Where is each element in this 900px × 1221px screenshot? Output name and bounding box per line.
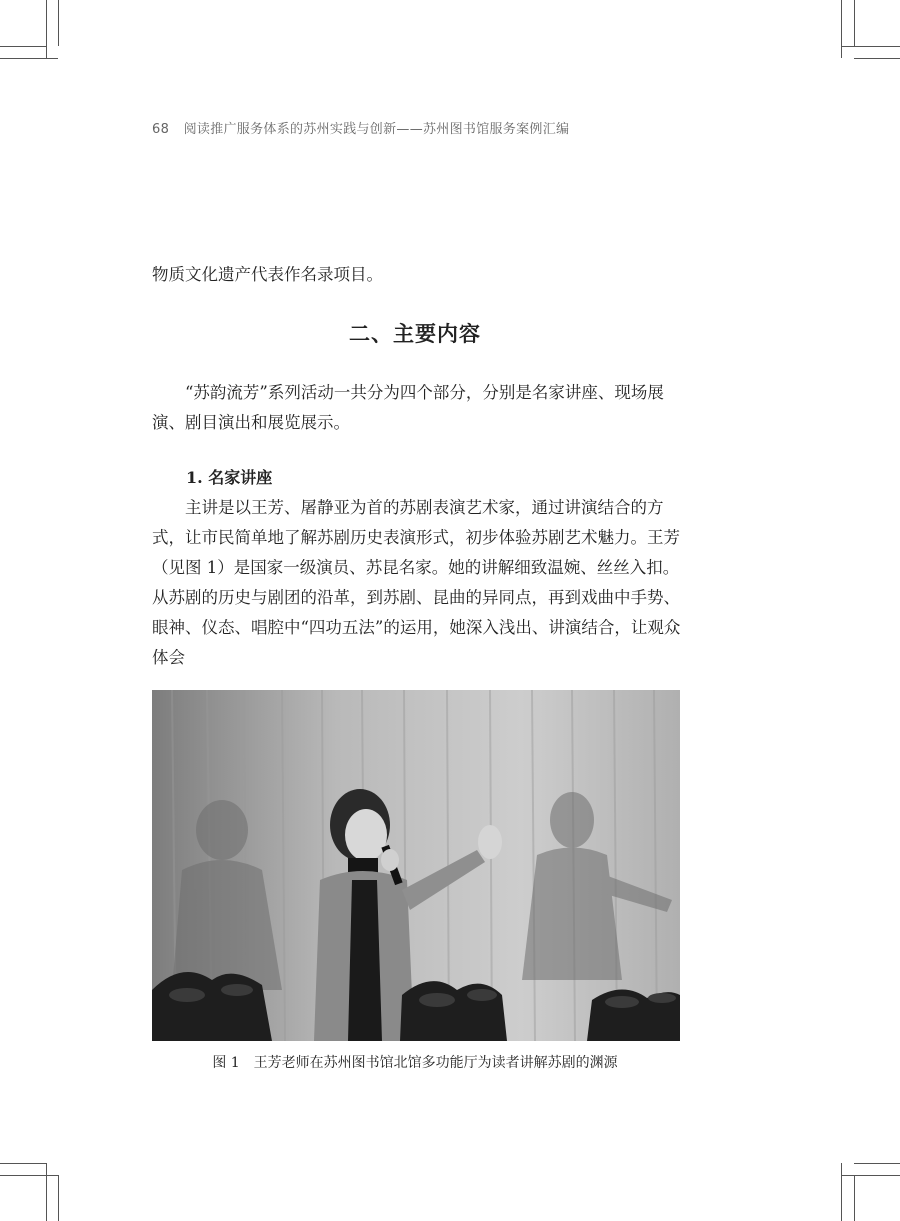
crop-mark <box>46 0 47 58</box>
crop-mark <box>841 1163 842 1221</box>
crop-mark <box>854 1175 855 1221</box>
subsection-title: 1. 名家讲座 <box>186 468 273 487</box>
crop-mark <box>0 1175 58 1176</box>
intro-paragraph: “苏韵流芳”系列活动一共分为四个部分，分别是名家讲座、现场展演、剧目演出和展览展示。 <box>152 383 664 432</box>
crop-mark <box>841 0 842 58</box>
crop-mark <box>841 1175 900 1176</box>
figure-label: 图 1 <box>212 1055 240 1071</box>
crop-mark <box>0 46 46 47</box>
figure-photo <box>152 690 680 1041</box>
crop-mark <box>0 1163 46 1164</box>
photo-illustration <box>152 690 680 1041</box>
continuation-text: 物质文化遗产代表作名录项目。 <box>152 265 383 284</box>
figure-caption-text: 王芳老师在苏州图书馆北馆多功能厅为读者讲解苏剧的渊源 <box>253 1055 618 1071</box>
crop-mark <box>58 1175 59 1221</box>
crop-mark <box>854 0 855 46</box>
crop-mark <box>58 0 59 46</box>
running-title: 阅读推广服务体系的苏州实践与创新——苏州图书馆服务案例汇编 <box>183 122 570 137</box>
body-paragraph: 主讲是以王芳、屠静亚为首的苏剧表演艺术家，通过讲演结合的方式，让市民简单地了解苏剧历史表演形式，初步体验苏剧艺术魅力。王芳（见图 1）是国家一级演员、苏昆名家。她的讲解细致温婉、丝丝入扣。从苏剧的历史与剧团的沿革，到苏剧、昆曲的异同点，再到戏曲中手势、眼神、仪态、唱腔中“四功五法”的运用，她深入浅出、讲演结合，让观众体会 <box>152 498 681 667</box>
crop-mark <box>46 1163 47 1221</box>
page-number: 68 <box>152 122 170 137</box>
crop-mark <box>854 1163 900 1164</box>
crop-mark <box>841 46 900 47</box>
crop-mark <box>0 58 58 59</box>
running-header <box>152 118 752 137</box>
figure-caption <box>0 1052 830 1072</box>
section-title: 二、主要内容 <box>349 321 481 346</box>
crop-mark <box>854 58 900 59</box>
